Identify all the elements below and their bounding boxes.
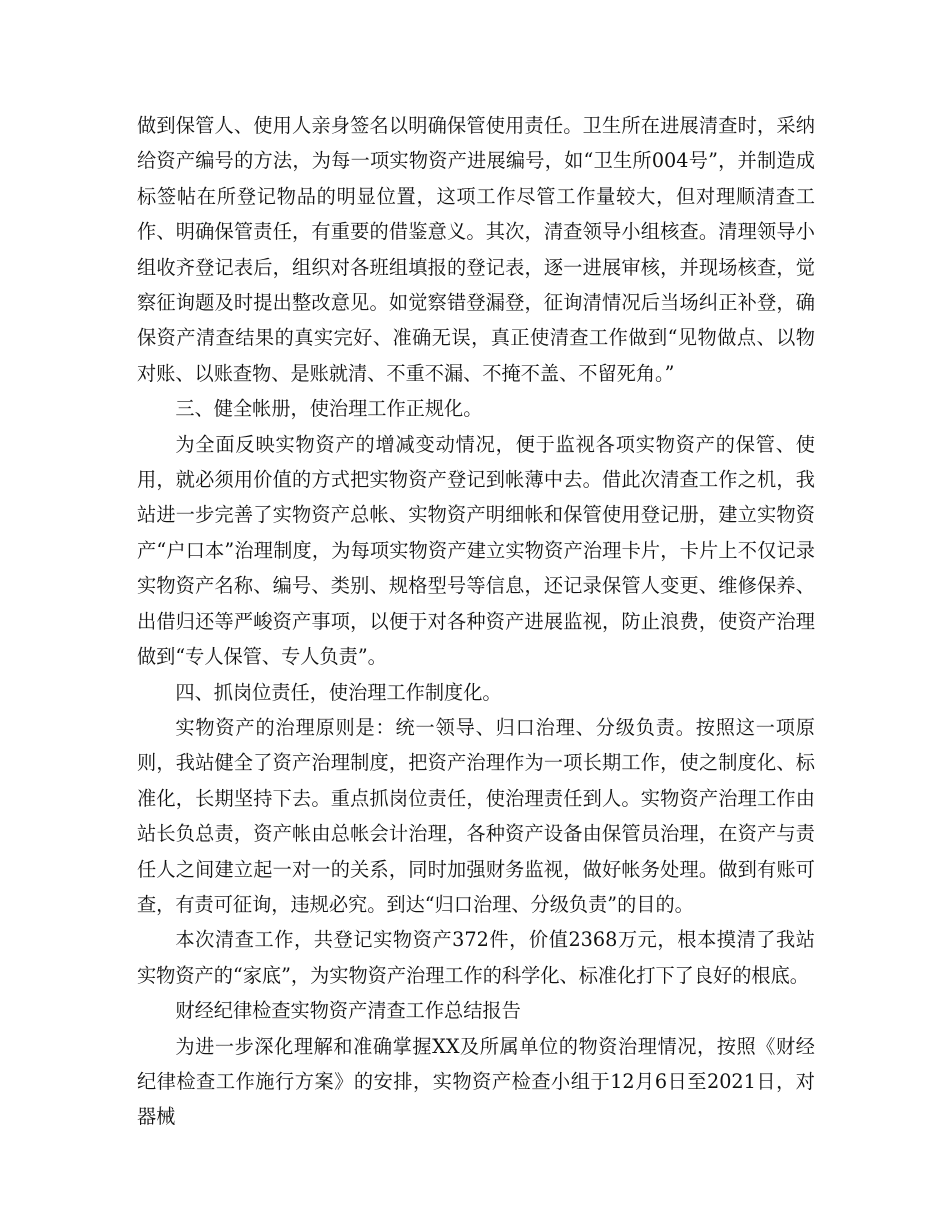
paragraph-report-intro: 为进一步深化理解和准确掌握XX及所属单位的物资治理情况，按照《财经纪律检查工作施行方案》的安排，实物资产检查小组于12月6日至2021日，对器械 [137, 1034, 815, 1129]
paragraph-summary: 本次清查工作，共登记实物资产372件，价值2368万元，根本摸清了我站实物资产的“家底”，为实物资产治理工作的科学化、标准化打下了良好的根底。 [137, 928, 815, 987]
paragraph-ledger: 为全面反映实物资产的增减变动情况，便于监视各项实物资产的保管、使用，就必须用价值的方式把实物资产登记到帐薄中去。借此次清查工作之机，我站进一步完善了实物资产总帐、实物资产明细帐和保管使用登记册，建立实物资产“户口本”治理制度，为每项实物资产建立实物资产治理卡片，卡片上不仅记录实物资产名称、编号、类别、规格型号等信息，还记录保管人变更、维修保养、出借归还等严峻资产事项，以便于对各种资产进展监视，防止浪费，使资产治理做到“专人保管、专人负责”。 [137, 432, 815, 669]
paragraph-continuation: 做到保管人、使用人亲身签名以明确保管使用责任。卫生所在进展清查时，采纳给资产编号的方法，为每一项实物资产进展编号，如“卫生所004号”，并制造成标签帖在所登记物品的明显位置，这项工作尽管工作量较大，但对理顺清查工作、明确保管责任，有重要的借鉴意义。其次，清查领导小组核查。清理领导小组收齐登记表后，组织对各班组填报的登记表，逐一进展审核，并现场核查，觉察征询题及时提出整改意见。如觉察错登漏登，征询清情况后当场纠正补登，确保资产清查结果的真实完好、准确无误，真正使清查工作做到“见物做点、以物对账、以账查物、是账就清、不重不漏、不掩不盖、不留死角。” [137, 114, 815, 385]
report-title: 财经纪律检查实物资产清查工作总结报告 [175, 999, 521, 1023]
paragraph-principles: 实物资产的治理原则是：统一领导、归口治理、分级负责。按照这一项原则，我站健全了资产治理制度，把资产治理作为一项长期工作，使之制度化、标准化，长期坚持下去。重点抓岗位责任，使治理责任到人。实物资产治理工作由站长负总责，资产帐由总帐会计治理，各种资产设备由保管员治理，在资产与责任人之间建立起一对一的关系，同时加强财务监视，做好帐务处理。做到有账可查，有责可征询，违规必究。到达“归口治理、分级负责”的目的。 [137, 715, 815, 916]
section-heading-three: 三、健全帐册，使治理工作正规化。 [175, 397, 483, 421]
section-heading-four: 四、抓岗位责任，使治理工作制度化。 [175, 680, 502, 704]
document-page [137, 108, 815, 1135]
